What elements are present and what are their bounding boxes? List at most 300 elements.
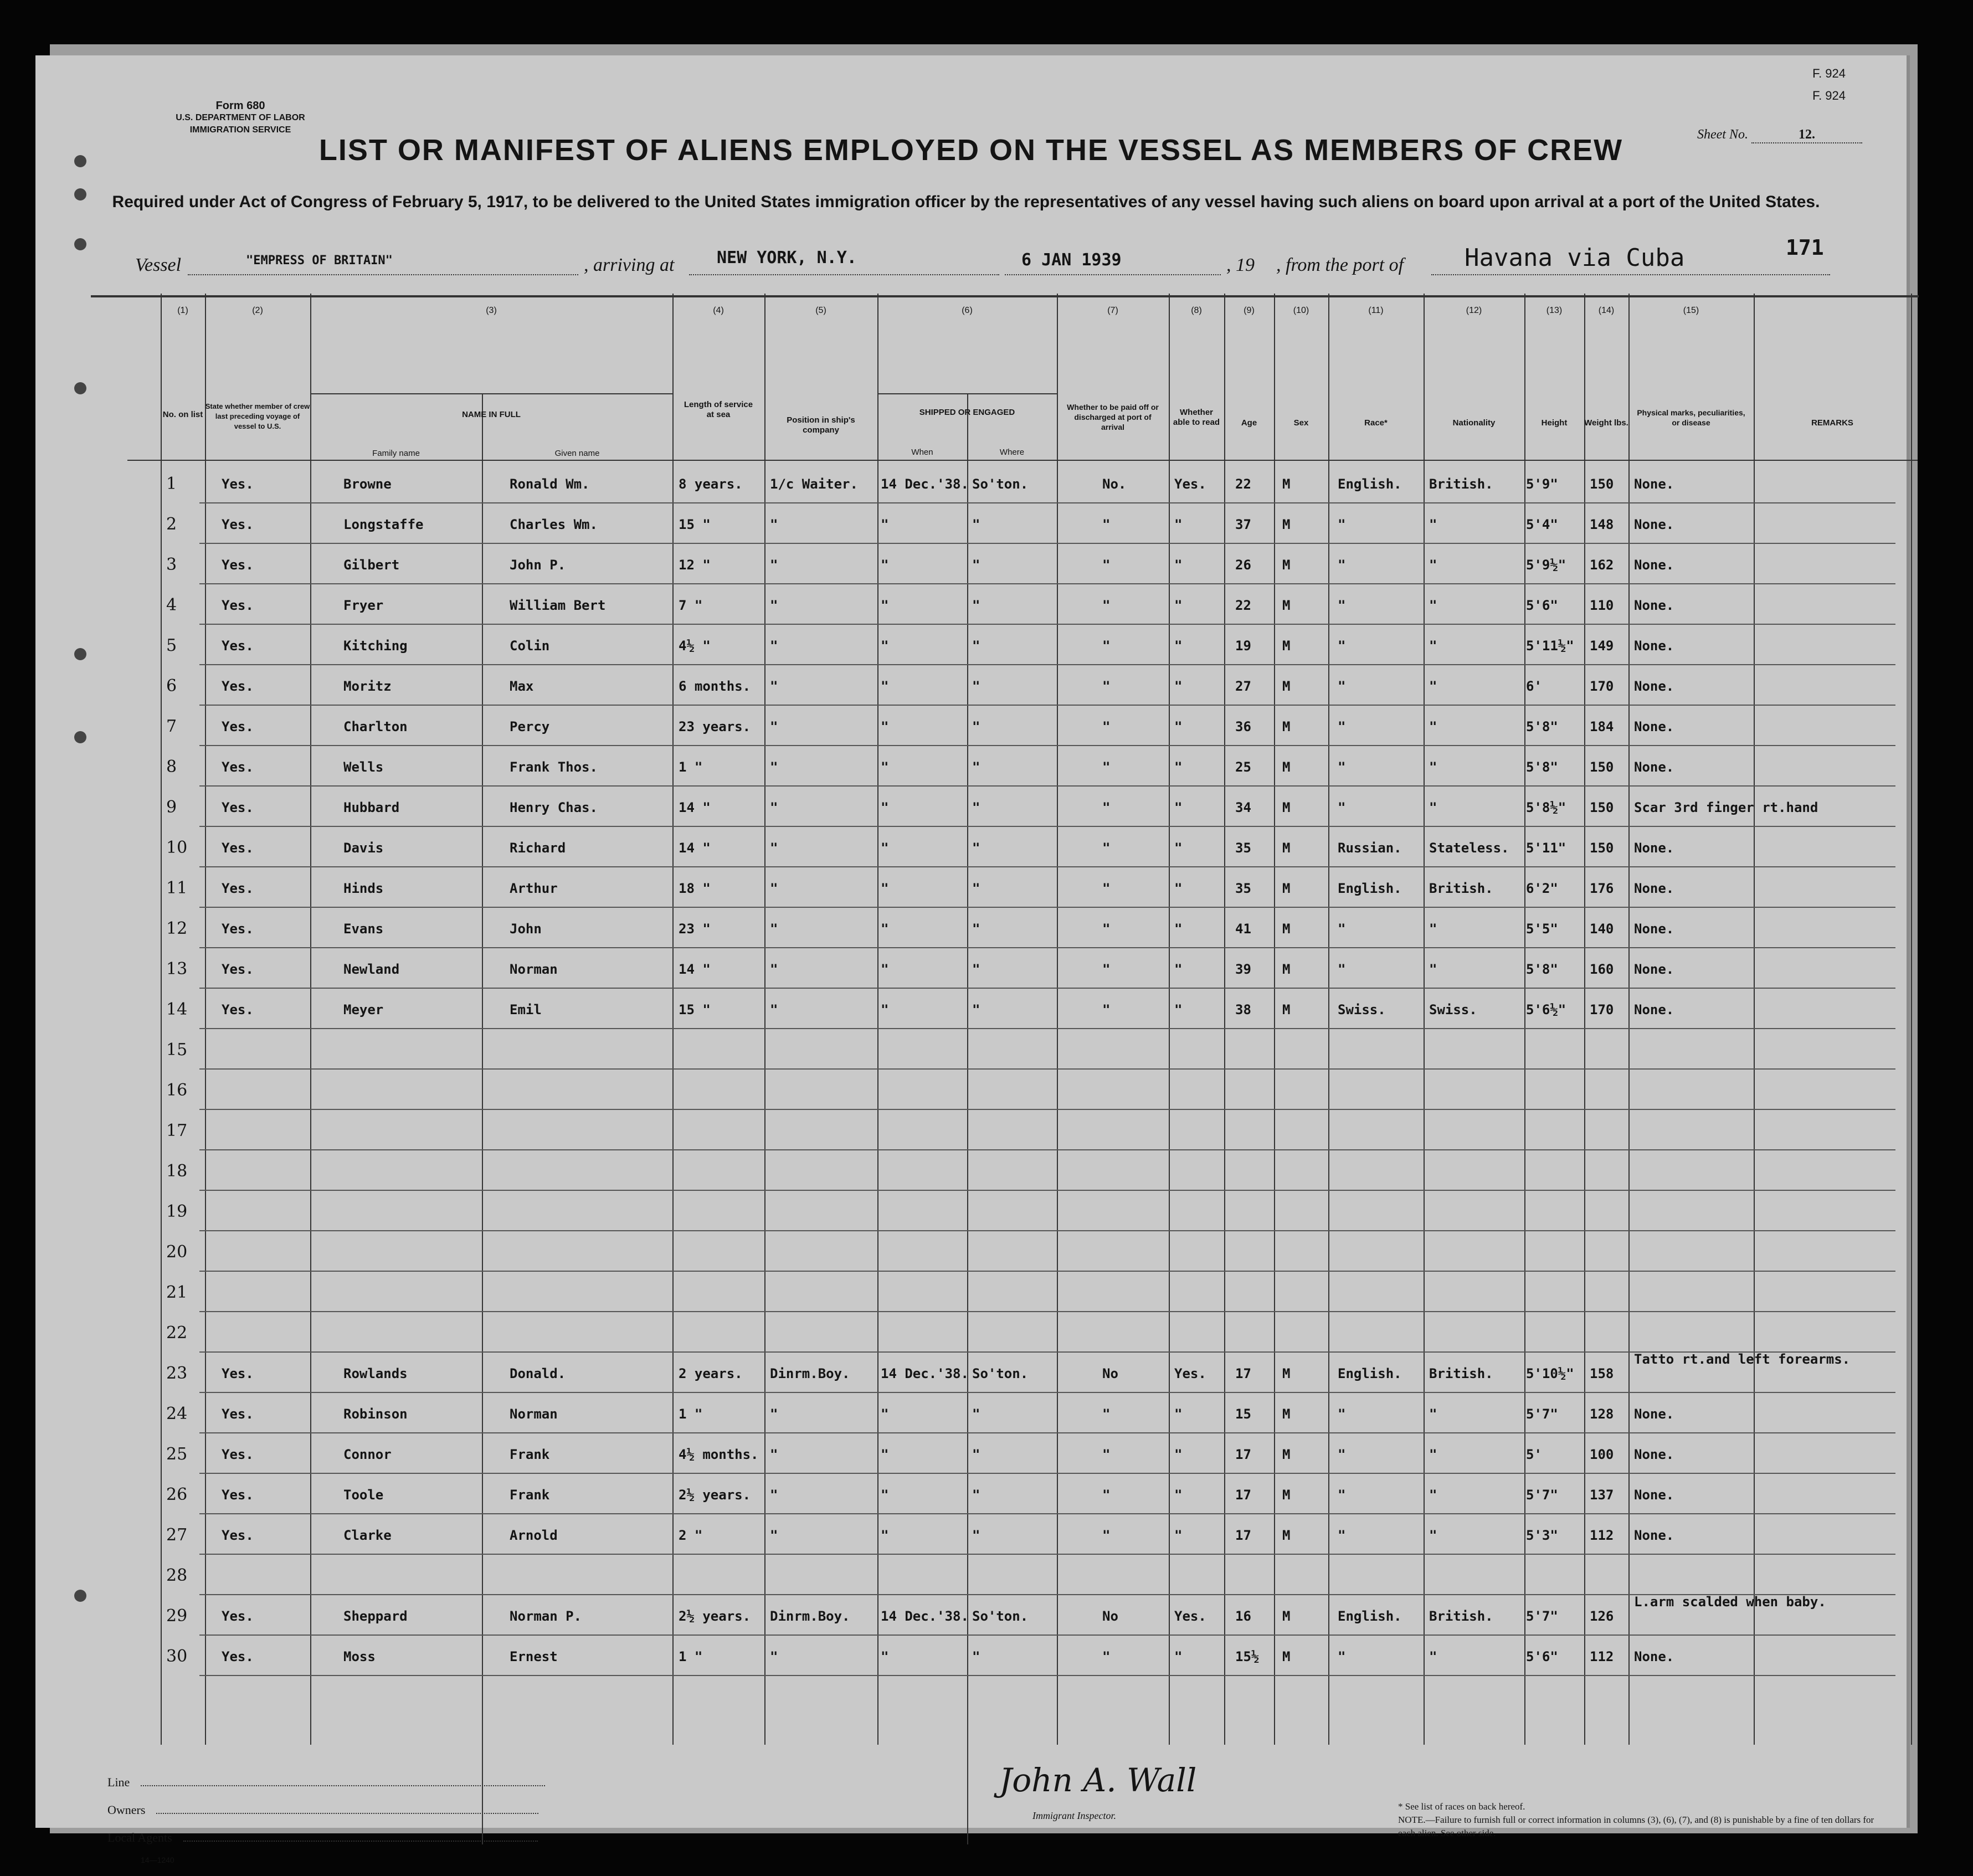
- family-name-cell: Charlton: [343, 719, 408, 734]
- family-name-cell: Kitching: [343, 638, 408, 654]
- nationality-cell: ": [1429, 1406, 1437, 1422]
- when-cell: ": [881, 921, 889, 937]
- where-cell: ": [972, 1406, 980, 1422]
- race-cell: ": [1338, 759, 1346, 775]
- read-cell: ": [1174, 1447, 1183, 1462]
- row-number: 12: [166, 919, 188, 938]
- height-cell: 5'8": [1526, 962, 1558, 977]
- read-cell: ": [1174, 1406, 1183, 1422]
- age-cell: 17: [1235, 1487, 1251, 1503]
- col-age: Age: [1241, 418, 1257, 428]
- read-cell: ": [1174, 517, 1183, 532]
- read-cell: Yes.: [1174, 1608, 1206, 1624]
- table-row: [127, 1193, 1918, 1233]
- position-cell: ": [770, 1528, 778, 1543]
- colnum-10: (10): [1293, 306, 1309, 315]
- row-number: 27: [166, 1525, 188, 1545]
- weight-cell: 158: [1590, 1366, 1614, 1381]
- member-cell: Yes.: [222, 881, 254, 896]
- when-cell: ": [881, 679, 889, 694]
- paid-off-cell: ": [1102, 1002, 1111, 1017]
- weight-cell: 150: [1590, 759, 1614, 775]
- marks-cell: None.: [1634, 557, 1674, 573]
- when-cell: ": [881, 638, 889, 654]
- when-cell: ": [881, 800, 889, 815]
- member-cell: Yes.: [222, 921, 254, 937]
- read-cell: ": [1174, 1649, 1183, 1664]
- weight-cell: 150: [1590, 840, 1614, 856]
- length-cell: 2 years.: [679, 1366, 743, 1381]
- race-cell: ": [1338, 517, 1346, 532]
- family-name-cell: Clarke: [343, 1528, 392, 1543]
- position-cell: ": [770, 517, 778, 532]
- sex-cell: M: [1282, 881, 1291, 896]
- race-cell: ": [1338, 679, 1346, 694]
- paid-off-cell: ": [1102, 1528, 1111, 1543]
- height-cell: 5'7": [1526, 1487, 1558, 1503]
- sex-cell: M: [1282, 840, 1291, 856]
- weight-cell: 112: [1590, 1528, 1614, 1543]
- nationality-cell: ": [1429, 638, 1437, 654]
- where-cell: So'ton.: [972, 1608, 1029, 1624]
- family-name-cell: Evans: [343, 921, 384, 937]
- footnote: [1398, 1800, 1885, 1840]
- note-races: * See list of races on back hereof.: [1398, 1801, 1525, 1812]
- age-cell: 15: [1235, 1406, 1251, 1422]
- when-cell: ": [881, 881, 889, 896]
- colnum-15: (15): [1683, 306, 1699, 315]
- footer-owners-label: Owners: [107, 1803, 146, 1817]
- member-cell: Yes.: [222, 759, 254, 775]
- member-cell: Yes.: [222, 598, 254, 613]
- col-family: Family name: [372, 449, 420, 458]
- race-cell: English.: [1338, 476, 1402, 492]
- row-number: 14: [166, 1000, 188, 1019]
- arriving-port: NEW YORK, N.Y.: [717, 248, 857, 268]
- table-row: [127, 546, 1918, 587]
- age-cell: 17: [1235, 1447, 1251, 1462]
- paid-off-cell: ": [1102, 638, 1111, 654]
- row-number: 26: [166, 1485, 188, 1504]
- marks-cell: None.: [1634, 962, 1674, 977]
- colnum-2: (2): [252, 306, 263, 315]
- row-number: 22: [166, 1323, 188, 1343]
- nationality-cell: Stateless.: [1429, 840, 1509, 856]
- where-cell: ": [972, 962, 980, 977]
- height-cell: 5'10½": [1526, 1366, 1574, 1381]
- row-number: 2: [166, 515, 177, 534]
- row-number: 19: [166, 1202, 188, 1221]
- member-cell: Yes.: [222, 1487, 254, 1503]
- age-cell: 26: [1235, 557, 1251, 573]
- sex-cell: M: [1282, 1002, 1291, 1017]
- from-port: Havana via Cuba: [1465, 244, 1685, 272]
- row-number: 29: [166, 1606, 188, 1626]
- length-cell: 1 ": [679, 1649, 703, 1664]
- page-number: 171: [1786, 235, 1824, 260]
- member-cell: Yes.: [222, 1406, 254, 1422]
- height-cell: 6'2": [1526, 881, 1558, 896]
- sex-cell: M: [1282, 962, 1291, 977]
- race-cell: ": [1338, 638, 1346, 654]
- weight-cell: 184: [1590, 719, 1614, 734]
- read-cell: ": [1174, 1002, 1183, 1017]
- given-name-cell: William Bert: [510, 598, 606, 613]
- position-cell: ": [770, 1002, 778, 1017]
- row-number: 13: [166, 959, 188, 979]
- row-number: 11: [166, 878, 188, 898]
- sex-cell: M: [1282, 1447, 1291, 1462]
- given-name-cell: Frank Thos.: [510, 759, 598, 775]
- signature-text: John A. Wall: [999, 1761, 1197, 1799]
- table-row: [127, 1395, 1918, 1436]
- colnum-1: (1): [177, 306, 188, 315]
- table-row: [127, 1314, 1918, 1355]
- col-no: No. on list: [162, 410, 203, 419]
- service: IMMIGRATION SERVICE: [189, 125, 291, 135]
- marks-cell: None.: [1634, 1649, 1674, 1664]
- nationality-cell: ": [1429, 1487, 1437, 1503]
- age-cell: 25: [1235, 759, 1251, 775]
- sex-cell: M: [1282, 1366, 1291, 1381]
- footer-agents-label: Local Agents: [107, 1831, 172, 1844]
- family-name-cell: Browne: [343, 476, 392, 492]
- height-cell: 5'8": [1526, 759, 1558, 775]
- position-cell: Dinrm.Boy.: [770, 1608, 850, 1624]
- owners-field: [156, 1813, 538, 1814]
- given-name-cell: Donald.: [510, 1366, 566, 1381]
- marks-cell: None.: [1634, 1447, 1674, 1462]
- race-cell: ": [1338, 962, 1346, 977]
- table-row: [127, 910, 1918, 950]
- colnum-5: (5): [815, 306, 826, 315]
- sex-cell: M: [1282, 1528, 1291, 1543]
- given-name-cell: Charles Wm.: [510, 517, 598, 532]
- weight-cell: 149: [1590, 638, 1614, 654]
- arriving-label: , arriving at: [584, 255, 675, 275]
- marks-cell: None.: [1634, 1487, 1674, 1503]
- when-cell: ": [881, 1002, 889, 1017]
- height-cell: 5'6": [1526, 1649, 1558, 1664]
- table-row: [127, 667, 1918, 708]
- weight-cell: 162: [1590, 557, 1614, 573]
- length-cell: 2 ": [679, 1528, 703, 1543]
- read-cell: ": [1174, 1528, 1183, 1543]
- height-cell: 5'6": [1526, 598, 1558, 613]
- footer-fields: [107, 1775, 545, 1858]
- sheet-number-value: 12.: [1751, 127, 1862, 143]
- nationality-cell: ": [1429, 679, 1437, 694]
- nationality-cell: ": [1429, 557, 1437, 573]
- race-cell: ": [1338, 921, 1346, 937]
- race-cell: ": [1338, 800, 1346, 815]
- where-cell: ": [972, 800, 980, 815]
- table-row: [127, 1072, 1918, 1112]
- read-cell: ": [1174, 557, 1183, 573]
- position-cell: ": [770, 1649, 778, 1664]
- row-number: 17: [166, 1121, 188, 1140]
- where-cell: ": [972, 679, 980, 694]
- age-cell: 16: [1235, 1608, 1251, 1624]
- nationality-cell: ": [1429, 800, 1437, 815]
- table-row: [127, 991, 1918, 1031]
- height-cell: 5'11": [1526, 840, 1566, 856]
- sex-cell: M: [1282, 638, 1291, 654]
- paid-off-cell: No.: [1102, 476, 1127, 492]
- age-cell: 17: [1235, 1366, 1251, 1381]
- sex-cell: M: [1282, 1608, 1291, 1624]
- length-cell: 1 ": [679, 759, 703, 775]
- nationality-cell: ": [1429, 921, 1437, 937]
- age-cell: 38: [1235, 1002, 1251, 1017]
- paid-off-cell: ": [1102, 962, 1111, 977]
- table-row: [127, 1153, 1918, 1193]
- family-name-cell: Wells: [343, 759, 384, 775]
- given-name-cell: Norman P.: [510, 1608, 582, 1624]
- table-row: [127, 748, 1918, 789]
- read-cell: ": [1174, 962, 1183, 977]
- row-number: 8: [166, 757, 177, 777]
- sex-cell: M: [1282, 476, 1291, 492]
- nationality-cell: Swiss.: [1429, 1002, 1477, 1017]
- given-name-cell: Ronald Wm.: [510, 476, 590, 492]
- height-cell: 5'7": [1526, 1406, 1558, 1422]
- position-cell: ": [770, 598, 778, 613]
- where-cell: ": [972, 921, 980, 937]
- weight-cell: 128: [1590, 1406, 1614, 1422]
- nationality-cell: British.: [1429, 476, 1493, 492]
- nationality-cell: British.: [1429, 881, 1493, 896]
- length-cell: 2½ years.: [679, 1487, 751, 1503]
- member-cell: Yes.: [222, 638, 254, 654]
- paid-off-cell: ": [1102, 840, 1111, 856]
- height-cell: 5'9": [1526, 476, 1558, 492]
- row-number: 1: [166, 474, 177, 494]
- form-print-number: 14—1240: [141, 1856, 174, 1864]
- height-cell: 6': [1526, 679, 1542, 694]
- col-read: Whether able to read: [1173, 408, 1220, 427]
- length-cell: 4½ months.: [679, 1447, 759, 1462]
- member-cell: Yes.: [222, 1366, 254, 1381]
- from-label: , from the port of: [1276, 255, 1404, 275]
- marks-cell: None.: [1634, 881, 1674, 896]
- position-cell: ": [770, 881, 778, 896]
- row-number: 23: [166, 1364, 188, 1383]
- when-cell: 14 Dec.'38.: [881, 1366, 969, 1381]
- row-number: 20: [166, 1242, 188, 1262]
- member-cell: Yes.: [222, 962, 254, 977]
- family-name-cell: Davis: [343, 840, 384, 856]
- length-cell: 15 ": [679, 1002, 711, 1017]
- where-cell: ": [972, 638, 980, 654]
- age-cell: 22: [1235, 476, 1251, 492]
- length-cell: 4½ ": [679, 638, 711, 654]
- nationality-cell: ": [1429, 719, 1437, 734]
- position-cell: Dinrm.Boy.: [770, 1366, 850, 1381]
- marks-cell: None.: [1634, 921, 1674, 937]
- sex-cell: M: [1282, 759, 1291, 775]
- table-row: [127, 1517, 1918, 1557]
- read-cell: ": [1174, 679, 1183, 694]
- marks-cell: L.arm scalded when baby.: [1634, 1594, 1826, 1610]
- nationality-cell: ": [1429, 1447, 1437, 1462]
- table-row: [127, 870, 1918, 910]
- row-number: 18: [166, 1161, 188, 1181]
- col-name: NAME IN FULL: [462, 410, 521, 419]
- given-name-cell: Ernest: [510, 1649, 558, 1664]
- sex-cell: M: [1282, 1649, 1291, 1664]
- where-cell: ": [972, 881, 980, 896]
- form-code: F. 924: [1812, 89, 1846, 102]
- race-cell: English.: [1338, 881, 1402, 896]
- where-cell: ": [972, 1447, 980, 1462]
- age-cell: 15½: [1235, 1649, 1260, 1664]
- colnum-11: (11): [1368, 306, 1384, 315]
- given-name-cell: Norman: [510, 962, 558, 977]
- paid-off-cell: ": [1102, 1406, 1111, 1422]
- length-cell: 6 months.: [679, 679, 751, 694]
- table-row: [127, 1638, 1918, 1678]
- crew-table: [127, 294, 1918, 1745]
- table-row: [127, 708, 1918, 748]
- read-cell: Yes.: [1174, 476, 1206, 492]
- read-cell: Yes.: [1174, 1366, 1206, 1381]
- where-cell: ": [972, 1528, 980, 1543]
- table-row: [127, 1436, 1918, 1476]
- marks-cell: None.: [1634, 759, 1674, 775]
- page-subtitle: Required under Act of Congress of February 5, 1917, to be delivered to the United States immigration officer by the representatives of any vessel having such aliens on board upon arrival at a port of the United States.: [112, 193, 1820, 211]
- col-sex: Sex: [1293, 418, 1309, 428]
- length-cell: 2½ years.: [679, 1608, 751, 1624]
- where-cell: ": [972, 1002, 980, 1017]
- when-cell: ": [881, 1649, 889, 1664]
- family-name-cell: Hubbard: [343, 800, 400, 815]
- given-name-cell: Richard: [510, 840, 566, 856]
- age-cell: 22: [1235, 598, 1251, 613]
- position-cell: ": [770, 557, 778, 573]
- paid-off-cell: ": [1102, 1447, 1111, 1462]
- paid-off-cell: ": [1102, 679, 1111, 694]
- col-height: Height: [1541, 418, 1568, 428]
- position-cell: ": [770, 679, 778, 694]
- height-cell: 5'3": [1526, 1528, 1558, 1543]
- height-cell: 5'5": [1526, 921, 1558, 937]
- row-number: 16: [166, 1081, 188, 1100]
- row-number: 6: [166, 676, 177, 696]
- height-cell: 5'8½": [1526, 800, 1566, 815]
- position-cell: ": [770, 759, 778, 775]
- read-cell: ": [1174, 719, 1183, 734]
- age-cell: 17: [1235, 1528, 1251, 1543]
- paid-off-cell: ": [1102, 1649, 1111, 1664]
- given-name-cell: John P.: [510, 557, 566, 573]
- position-cell: ": [770, 840, 778, 856]
- family-name-cell: Newland: [343, 962, 400, 977]
- paid-off-cell: ": [1102, 921, 1111, 937]
- marks-cell: None.: [1634, 598, 1674, 613]
- family-name-cell: Meyer: [343, 1002, 384, 1017]
- age-cell: 35: [1235, 840, 1251, 856]
- row-number: 21: [166, 1283, 188, 1302]
- nationality-cell: British.: [1429, 1366, 1493, 1381]
- position-cell: ": [770, 638, 778, 654]
- colnum-13: (13): [1546, 306, 1563, 315]
- read-cell: ": [1174, 638, 1183, 654]
- col-remarks: REMARKS: [1811, 418, 1853, 428]
- punch-hole: [74, 1590, 86, 1602]
- sex-cell: M: [1282, 517, 1291, 532]
- punch-hole: [74, 731, 86, 743]
- marks-cell: Tatto rt.and left forearms.: [1634, 1351, 1851, 1367]
- col-length: Length of service at sea: [684, 400, 753, 419]
- row-number: 10: [166, 838, 188, 857]
- col-shipped: SHIPPED OR ENGAGED: [919, 408, 1015, 417]
- given-name-cell: Norman: [510, 1406, 558, 1422]
- inspector-label: Immigrant Inspector.: [1032, 1810, 1116, 1821]
- marks-cell: None.: [1634, 1528, 1674, 1543]
- length-cell: 12 ": [679, 557, 711, 573]
- weight-cell: 112: [1590, 1649, 1614, 1664]
- length-cell: 14 ": [679, 962, 711, 977]
- sex-cell: M: [1282, 800, 1291, 815]
- form-number: Form 680: [215, 100, 265, 112]
- when-cell: ": [881, 1406, 889, 1422]
- position-cell: ": [770, 962, 778, 977]
- col-member: State whether member of crew last preceding voyage of vessel to U.S.: [205, 402, 310, 430]
- length-cell: 23 years.: [679, 719, 751, 734]
- family-name-cell: Hinds: [343, 881, 384, 896]
- length-cell: 23 ": [679, 921, 711, 937]
- family-name-cell: Rowlands: [343, 1366, 408, 1381]
- row-number: 3: [166, 555, 177, 574]
- col-marks: Physical marks, peculiarities, or disease: [1637, 408, 1745, 427]
- given-name-cell: Frank: [510, 1487, 550, 1503]
- punch-hole: [74, 382, 86, 394]
- when-cell: ": [881, 840, 889, 856]
- footer-line-label: Line: [107, 1775, 130, 1789]
- year-label: , 19: [1226, 255, 1255, 275]
- race-cell: Swiss.: [1338, 1002, 1386, 1017]
- position-cell: 1/c Waiter.: [770, 476, 858, 492]
- sex-cell: M: [1282, 598, 1291, 613]
- read-cell: ": [1174, 800, 1183, 815]
- paid-off-cell: No: [1102, 1608, 1118, 1624]
- table-row: [127, 465, 1918, 506]
- vessel-line: [135, 244, 1797, 282]
- age-cell: 39: [1235, 962, 1251, 977]
- where-cell: ": [972, 840, 980, 856]
- length-cell: 18 ": [679, 881, 711, 896]
- when-cell: 14 Dec.'38.: [881, 1608, 969, 1624]
- marks-cell: None.: [1634, 638, 1674, 654]
- age-cell: 35: [1235, 881, 1251, 896]
- paid-off-cell: ": [1102, 719, 1111, 734]
- given-name-cell: Arthur: [510, 881, 558, 896]
- member-cell: Yes.: [222, 679, 254, 694]
- punch-hole: [74, 155, 86, 167]
- race-cell: ": [1338, 1487, 1346, 1503]
- manifest-sheet: [35, 55, 1910, 1864]
- read-cell: ": [1174, 759, 1183, 775]
- age-cell: 37: [1235, 517, 1251, 532]
- given-name-cell: Max: [510, 679, 534, 694]
- member-cell: Yes.: [222, 1608, 254, 1624]
- weight-cell: 150: [1590, 476, 1614, 492]
- when-cell: ": [881, 759, 889, 775]
- col-paid-off: Whether to be paid off or discharged at port of arrival: [1067, 403, 1159, 431]
- nationality-cell: ": [1429, 1649, 1437, 1664]
- table-row: [127, 789, 1918, 829]
